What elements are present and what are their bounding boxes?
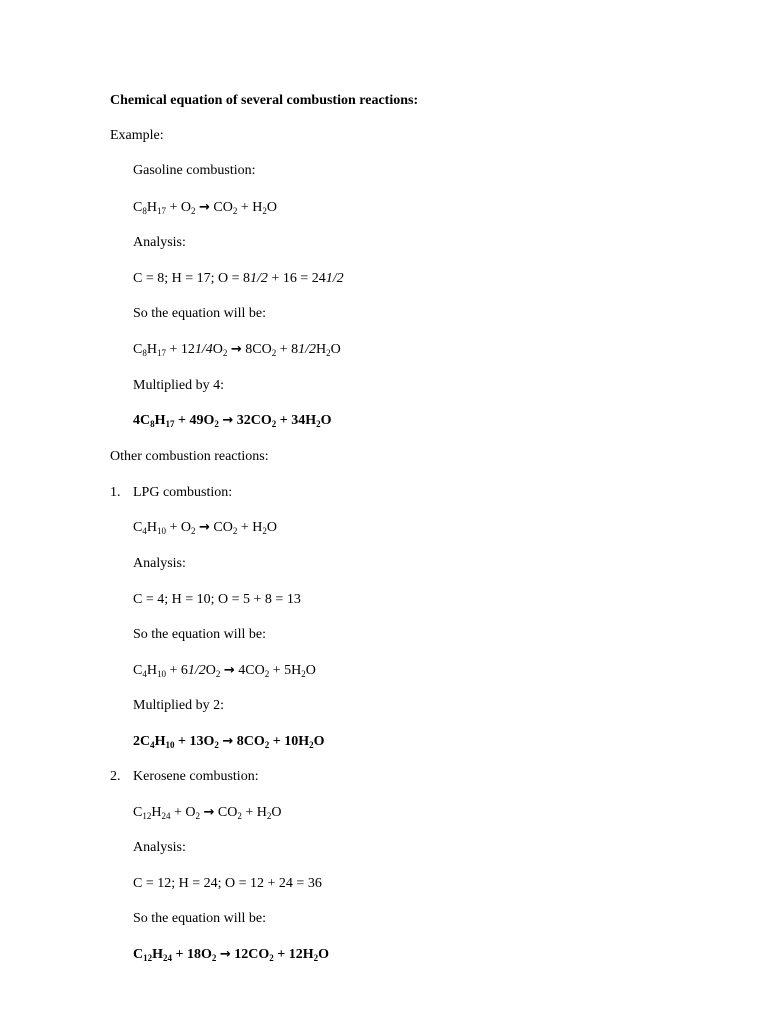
- lpg-title: LPG combustion:: [133, 485, 233, 500]
- reaction-arrow-icon: →: [203, 805, 215, 820]
- lpg-analysis-label: Analysis:: [133, 556, 186, 571]
- example-label: Example:: [110, 128, 164, 143]
- reaction-arrow-icon: →: [198, 520, 210, 535]
- reaction-arrow-icon: →: [223, 663, 235, 678]
- gasoline-title: Gasoline combustion:: [133, 163, 256, 178]
- reaction-arrow-icon: →: [222, 413, 234, 428]
- lpg-analysis: C = 4; H = 10; O = 5 + 8 = 13: [133, 592, 301, 607]
- reaction-arrow-icon: →: [198, 200, 210, 215]
- kerosene-so-label: So the equation will be:: [133, 911, 266, 926]
- list-number: 2.: [110, 769, 121, 784]
- kerosene-analysis-label: Analysis:: [133, 840, 186, 855]
- lpg-so-label: So the equation will be:: [133, 627, 266, 642]
- list-number: 1.: [110, 485, 121, 500]
- lpg-equation-fractional: $C_4H_{10} + 61/2O_2 \to 4CO_2 + 5H_2O$: [133, 663, 316, 679]
- kerosene-analysis: C = 12; H = 24; O = 12 + 24 = 36: [133, 876, 322, 891]
- other-reactions-label: Other combustion reactions:: [110, 449, 269, 464]
- kerosene-equation-unbalanced: $C_{12}H_{24} + O_2 \to CO_2 + H_2O$: [133, 805, 282, 821]
- gasoline-equation-balanced: $4C_8H_{17} + 49O_2 \to 32CO_2 + 34H_2O$: [133, 413, 332, 429]
- reaction-arrow-icon: →: [219, 947, 231, 962]
- reaction-arrow-icon: →: [230, 342, 242, 357]
- gasoline-analysis-label: Analysis:: [133, 235, 186, 250]
- gasoline-so-label: So the equation will be:: [133, 306, 266, 321]
- lpg-equation-balanced: $2C_4H_{10} + 13O_2 \to 8CO_2 + 10H_2O$: [133, 734, 325, 750]
- gasoline-equation-fractional: $C_8H_{17} + 121/4O_2 \to 8CO_2 + 81/2H_2O$: [133, 342, 341, 358]
- lpg-multiplied-label: Multiplied by 2:: [133, 698, 224, 713]
- reaction-arrow-icon: →: [222, 734, 234, 749]
- gasoline-analysis: C = 8; H = 17; O = 81/2 + 16 = 241/2: [133, 271, 344, 286]
- document-heading: Chemical equation of several combustion reactions:: [110, 93, 419, 108]
- gasoline-multiplied-label: Multiplied by 4:: [133, 378, 224, 393]
- lpg-equation-unbalanced: $C_4H_{10} + O_2 \to CO_2 + H_2O$: [133, 520, 277, 536]
- kerosene-title: Kerosene combustion:: [133, 769, 259, 784]
- kerosene-equation-balanced: $C_{12}H_{24} + 18O_2 \to 12CO_2 + 12H_2O$: [133, 947, 330, 963]
- gasoline-equation-unbalanced: $C_8H_{17} + O_2 \to CO_2 + H_2O$: [133, 200, 277, 216]
